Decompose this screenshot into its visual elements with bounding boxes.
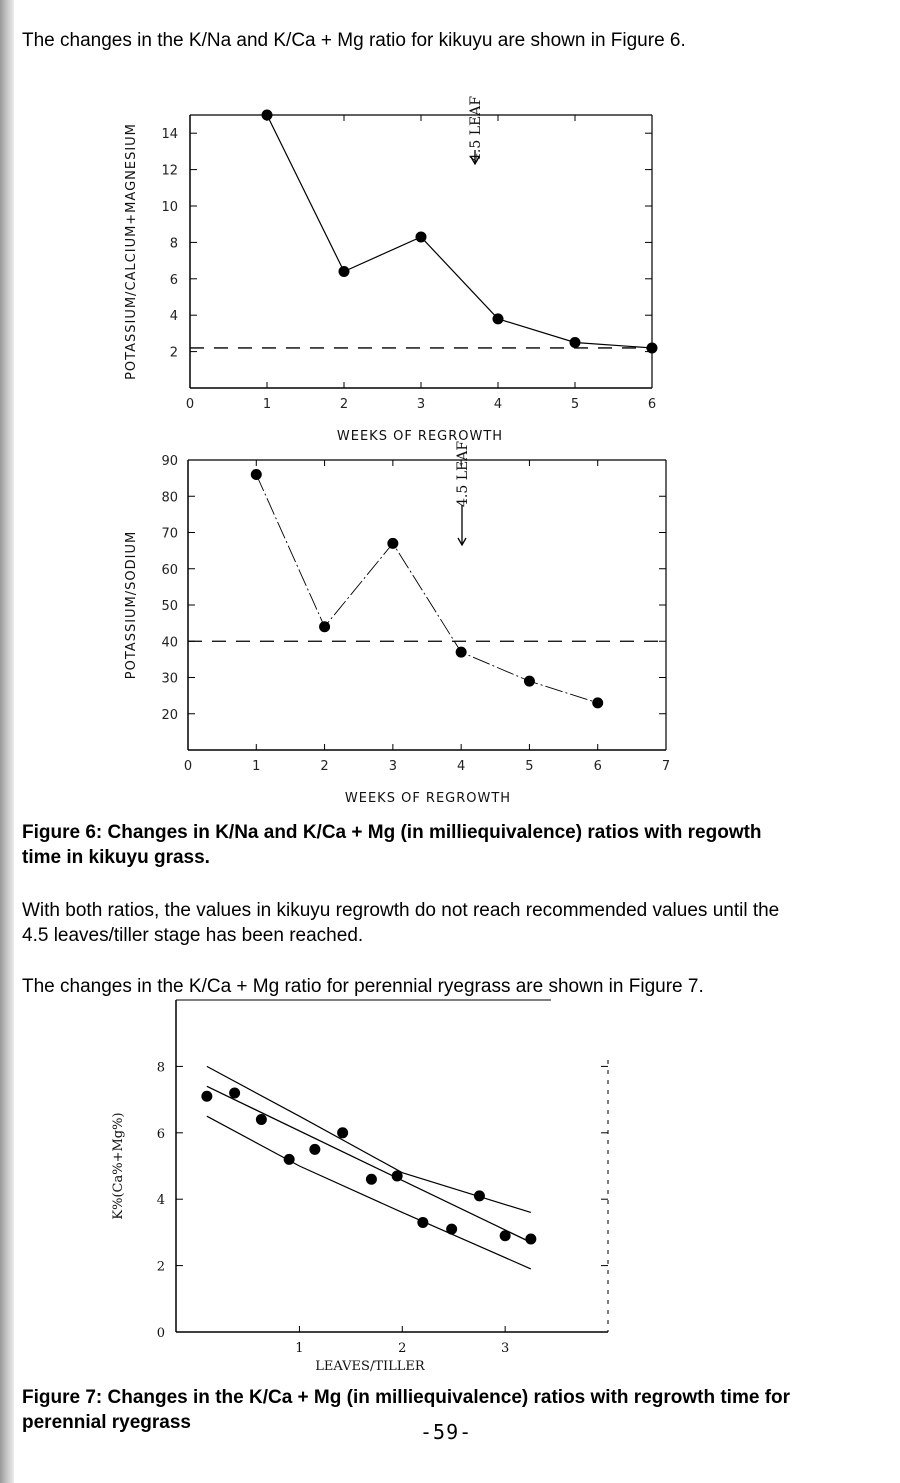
c3-y-tick-label: 2 [156, 1259, 165, 1275]
c3-x-tick-label: 2 [398, 1341, 407, 1356]
c3-data-point [284, 1154, 295, 1165]
c1-y-tick-label: 12 [161, 163, 178, 179]
c3-y-axis-label: K%(Ca%+Mg%) [111, 1112, 126, 1220]
c3-data-point [337, 1127, 348, 1138]
c1-x-tick-label: 2 [339, 397, 349, 412]
c3-x-tick-label: 3 [501, 1341, 510, 1356]
c1-data-point [339, 266, 350, 277]
c1-y-tick-label: 6 [169, 272, 178, 288]
c2-y-tick-label: 20 [161, 707, 178, 723]
intro-fig7: The changes in the K/Ca + Mg ratio for perennial ryegrass are shown in Figure 7. [22, 976, 704, 997]
c3-data-point [392, 1170, 403, 1181]
c3-data-point [256, 1114, 267, 1125]
c1-data-point [647, 342, 658, 353]
c1-x-tick-label: 0 [185, 397, 195, 412]
c2-x-tick-label: 6 [593, 759, 602, 774]
c2-data-point [592, 697, 603, 708]
c2-data-point [251, 469, 262, 480]
c1-x-tick-label: 5 [570, 397, 580, 412]
c2-y-tick-label: 60 [161, 562, 178, 578]
c2-x-axis-label: WEEKS OF REGROWTH [344, 791, 512, 806]
c2-x-tick-label: 7 [661, 759, 671, 774]
c3-data-point [201, 1091, 212, 1102]
c2-data-point [319, 621, 330, 632]
c1-y-tick-label: 14 [161, 127, 178, 143]
c3-data-point [366, 1174, 377, 1185]
c2-y-tick-label: 40 [161, 635, 178, 651]
c2-x-tick-label: 1 [252, 759, 261, 774]
c3-y-tick-label: 8 [156, 1060, 165, 1076]
c3-data-point [309, 1144, 320, 1155]
c2-x-tick-label: 2 [320, 759, 329, 774]
c3-upper-band [207, 1066, 531, 1212]
c3-data-point [500, 1230, 511, 1241]
c2-y-tick-label: 50 [161, 599, 178, 614]
c1-y-tick-label: 4 [169, 309, 178, 325]
c3-y-tick-label: 4 [156, 1193, 165, 1209]
c2-x-tick-label: 3 [388, 759, 397, 774]
caption-fig6-line2: time in kikuyu grass. [22, 847, 210, 868]
c2-x-tick-label: 0 [183, 759, 193, 774]
c1-y-tick-label: 8 [169, 236, 178, 252]
c3-x-tick-label: 1 [295, 1341, 304, 1356]
chart-fig6-k-na [0, 440, 900, 806]
c2-data-point [456, 647, 467, 658]
c2-x-tick-label: 5 [525, 759, 534, 774]
c1-leaf-annotation: 4.5 LEAF [468, 95, 484, 162]
c3-y-tick-label: 0 [156, 1326, 165, 1341]
c3-data-point [525, 1234, 536, 1245]
c3-data-point [229, 1087, 240, 1098]
c2-data-point [387, 538, 398, 549]
c2-y-tick-label: 90 [161, 454, 178, 469]
c1-data-point [416, 231, 427, 242]
c1-y-axis-label: POTASSIUM/CALCIUM+MAGNESIUM [124, 123, 139, 380]
c1-y-tick-label: 2 [169, 345, 178, 361]
caption-fig7-line2: perennial ryegrass [22, 1412, 191, 1433]
c1-x-tick-label: 3 [416, 397, 426, 412]
body-line2: 4.5 leaves/tiller stage has been reached. [22, 925, 364, 946]
c1-series-line [267, 115, 652, 348]
caption-fig6-line1: Figure 6: Changes in K/Na and K/Ca + Mg (in milliequivalence) ratios with regowth [22, 822, 762, 843]
c1-y-tick-label: 10 [161, 200, 178, 215]
c3-data-point [446, 1224, 457, 1235]
intro-fig6: The changes in the K/Na and K/Ca + Mg ratio for kikuyu are shown in Figure 6. [22, 30, 686, 51]
c1-data-point [570, 337, 581, 348]
body-line1: With both ratios, the values in kikuyu regrowth do not reach recommended values until the [22, 900, 780, 921]
chart-fig7-ryegrass [0, 995, 900, 1380]
c3-data-point [417, 1217, 428, 1228]
c2-y-tick-label: 30 [161, 671, 178, 687]
c1-data-point [493, 313, 504, 324]
c2-y-axis-label: POTASSIUM/SODIUM [124, 530, 139, 680]
c1-x-tick-label: 4 [493, 397, 503, 412]
c2-y-tick-label: 80 [161, 490, 178, 506]
page-number: -59- [420, 1420, 473, 1444]
c1-x-axis-label: WEEKS OF REGROWTH [336, 429, 504, 444]
c2-leaf-annotation: 4.5 LEAF [455, 440, 471, 507]
c1-data-point [262, 110, 273, 121]
c1-x-tick-label: 6 [647, 397, 657, 412]
c2-x-tick-label: 4 [457, 759, 466, 774]
c3-y-tick-label: 6 [156, 1126, 165, 1142]
c2-series-line [256, 475, 597, 703]
c2-y-tick-label: 70 [161, 526, 178, 542]
c3-x-axis-label: LEAVES/TILLER [315, 1359, 425, 1374]
c3-fit-line [207, 1086, 531, 1242]
c1-x-tick-label: 1 [262, 397, 272, 412]
c2-data-point [524, 676, 535, 687]
c3-data-point [474, 1190, 485, 1201]
caption-fig7-line1: Figure 7: Changes in the K/Ca + Mg (in milliequivalence) ratios with regrowth time for [22, 1387, 791, 1408]
